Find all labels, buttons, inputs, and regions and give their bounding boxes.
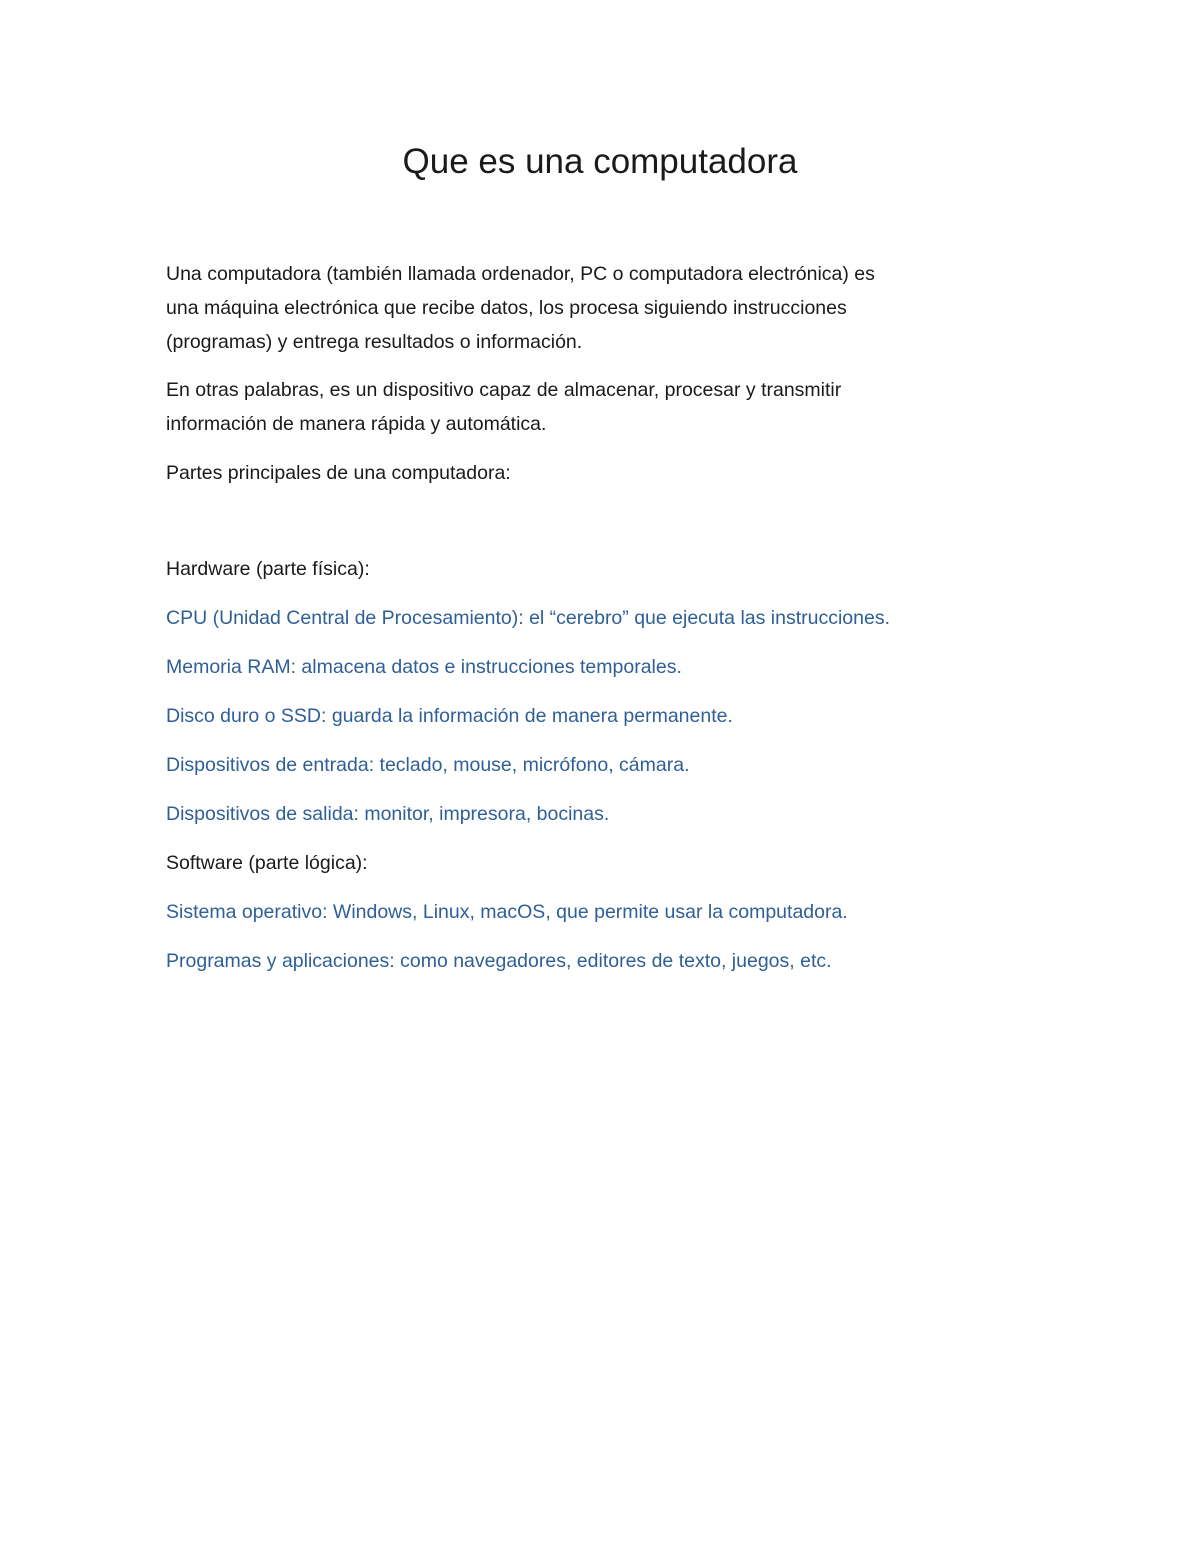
intro-line-1: Una computadora (también llamada ordenador, PC o computadora electrónica) es [166, 263, 875, 285]
intro-line-3: (programas) y entrega resultados o información. [166, 331, 583, 353]
hardware-heading-text: Hardware (parte física): [166, 558, 370, 580]
parts-heading [166, 456, 1006, 490]
software-item-text: Programas y aplicaciones: como navegadores, editores de texto, juegos, etc. [166, 950, 832, 972]
hardware-item-text: CPU (Unidad Central de Procesamiento): el “cerebro” que ejecuta las instrucciones. [166, 607, 891, 629]
hardware-item-ram [166, 650, 1006, 684]
second-paragraph [166, 373, 1006, 441]
hardware-item-cpu [166, 601, 1006, 635]
intro-line-2: una máquina electrónica que recibe datos, los procesa siguiendo instrucciones [166, 297, 847, 319]
parts-heading-text: Partes principales de una computadora: [166, 462, 511, 484]
hardware-item-disk [166, 699, 1006, 733]
second-line-2: información de manera rápida y automática. [166, 413, 547, 435]
software-heading-text: Software (parte lógica): [166, 852, 368, 874]
hardware-item-output-devices [166, 797, 1006, 831]
second-line-1: En otras palabras, es un dispositivo capaz de almacenar, procesar y transmitir [166, 379, 842, 401]
hardware-item-text: Disco duro o SSD: guarda la información de manera permanente. [166, 705, 733, 727]
software-heading [166, 846, 1006, 880]
software-item-apps [166, 944, 1006, 978]
intro-paragraph [166, 257, 1006, 359]
hardware-item-text: Memoria RAM: almacena datos e instrucciones temporales. [166, 656, 682, 678]
hardware-item-input-devices [166, 748, 1006, 782]
hardware-item-text: Dispositivos de entrada: teclado, mouse, micrófono, cámara. [166, 754, 690, 776]
document-title: Que es una computadora [402, 142, 798, 181]
software-item-text: Sistema operativo: Windows, Linux, macOS, que permite usar la computadora. [166, 901, 848, 923]
hardware-heading [166, 552, 1006, 586]
software-item-os [166, 895, 1006, 929]
hardware-item-text: Dispositivos de salida: monitor, impresora, bocinas. [166, 803, 610, 825]
